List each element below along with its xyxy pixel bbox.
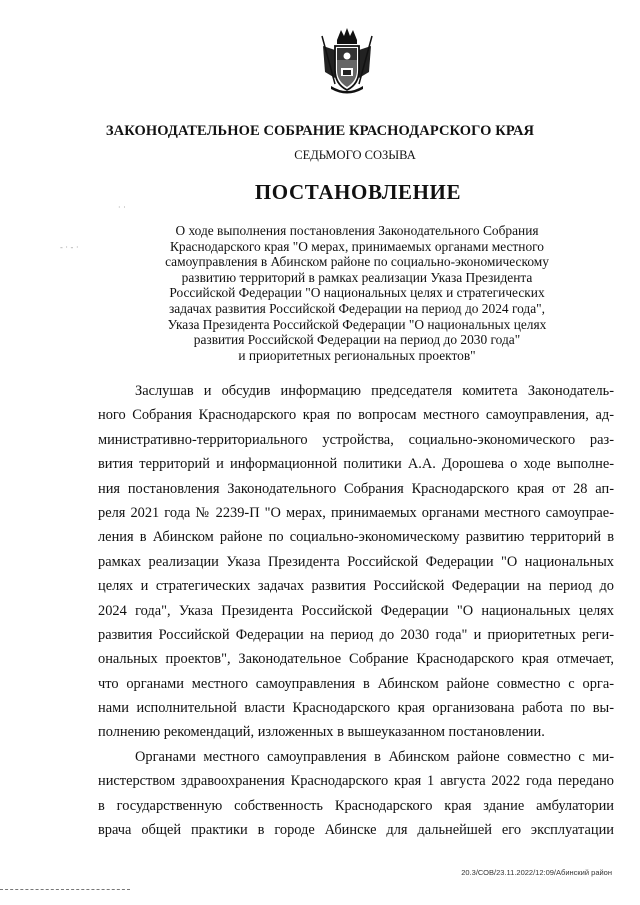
body-line: в государственную собственность Краснодарского края здание амбулатории: [98, 797, 614, 814]
subject-line: развитию территорий в рамках реализации Указа Президента: [181, 269, 533, 285]
body-line: вития территорий и информационной политики А.А. Дорошева о ходе выполне-: [98, 456, 614, 473]
document-registration-code: 20.3/СОВ/23.11.2022/12:09/Абинский район: [461, 868, 612, 877]
body-line: ональных проектов", Законодательное Собрание Краснодарского края отмечает,: [98, 651, 614, 668]
body-line: полнению рекомендаций, изложенных в вышеуказанном постановлении.: [98, 724, 545, 741]
page-edge-dashes: [0, 889, 130, 890]
subject-line: самоуправления в Абинском районе по социально-экономическому: [165, 254, 549, 270]
body-line: Заслушав и обсудив информацию председателя комитета Законодатель-: [135, 383, 614, 399]
convocation-label: СЕДЬМОГО СОЗЫВА: [294, 148, 416, 162]
document-subject: [120, 223, 594, 363]
subject-line: Краснодарского края "О мерах, принимаемых органами местного: [169, 238, 544, 254]
body-line: нами исполнительной власти Краснодарского края организована работа по вы-: [98, 700, 614, 717]
subject-line: и приоритетных региональных проектов": [238, 347, 476, 363]
scan-speck: - · - ·: [60, 243, 79, 252]
body-line: врача общей практики в городе Абинске для дальнейшей его эксплуатации: [98, 822, 614, 839]
scan-speck: · ·: [118, 203, 126, 212]
subject-line: Указа Президента Российской Федерации "О национальных целях: [167, 316, 547, 332]
organization-title: ЗАКОНОДАТЕЛЬНОЕ СОБРАНИЕ КРАСНОДАРСКОГО КРАЯ: [105, 123, 535, 139]
body-line: рамках реализации Указа Президента Российской Федерации "О национальных: [98, 553, 614, 570]
body-line: что органами местного самоуправления в Абинском районе совместно с орга-: [98, 675, 614, 692]
body-line: ния постановления Законодательного Собрания Краснодарского края от 28 ап-: [98, 480, 614, 497]
body-line: ления в Абинском районе по социально-экономическому развитию территорий в: [98, 529, 614, 546]
subject-line: развития Российской Федерации на период до 2030 года": [193, 332, 521, 348]
document-body: [98, 379, 614, 842]
document-type-heading: ПОСТАНОВЛЕНИЕ: [254, 180, 462, 204]
body-paragraph: [98, 379, 614, 745]
subject-line: Российской Федерации "О национальных целях и стратегических: [169, 285, 545, 301]
body-line: 2024 года", Указа Президента Российской Федерации "О национальных целях: [98, 602, 614, 619]
body-paragraph: [98, 745, 614, 843]
body-line: целях и стратегических задачах развития Российской Федерации на период до: [98, 578, 614, 595]
body-line: министративно-территориального устройства, социально-экономического раз-: [98, 431, 614, 448]
body-line: Органами местного самоуправления в Абинском районе совместно с ми-: [135, 748, 614, 765]
body-line: реля 2021 года № 2239-П "О мерах, принимаемых органами местного самоупрае-: [98, 504, 614, 521]
subject-line: задачах развития Российской Федерации на период до 2024 года",: [169, 300, 545, 316]
coat-of-arms-icon: [319, 26, 375, 94]
body-line: нистерством здравоохранения Краснодарского края 1 августа 2022 года передано: [98, 773, 614, 790]
body-line: ного Собрания Краснодарского края по вопросам местного самоуправления, ад-: [98, 407, 614, 424]
subject-line: О ходе выполнения постановления Законодательного Собрания: [175, 223, 539, 238]
body-line: развития Российской Федерации на период до 2030 года" и приоритетных реги-: [98, 626, 614, 643]
